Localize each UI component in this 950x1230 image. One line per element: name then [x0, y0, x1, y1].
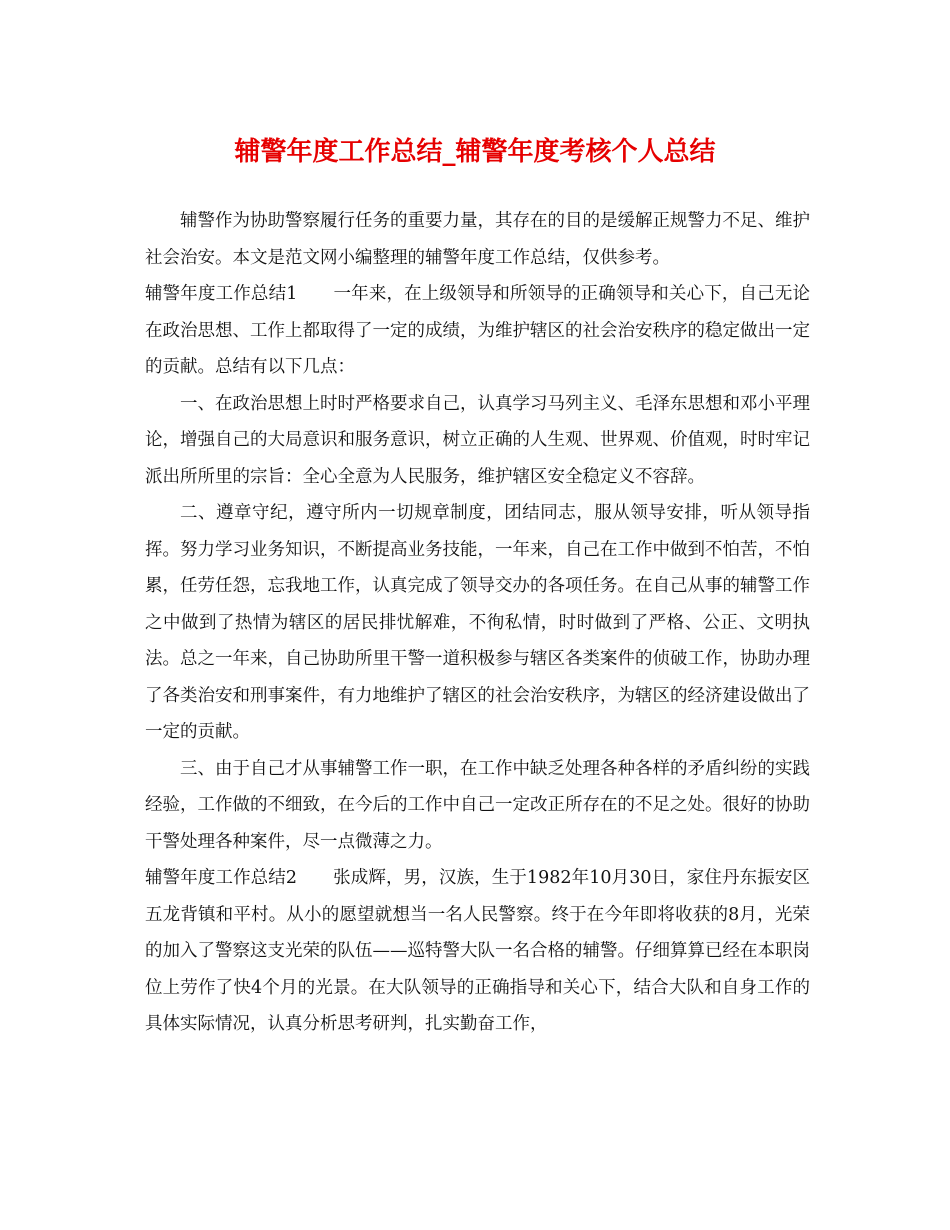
section1-point-2: 二、遵章守纪，遵守所内一切规章制度，团结同志，服从领导安排，听从领导指挥。努力学习业务知识，不断提高业务技能，一年来，自己在工作中做到不怕苦，不怕累，任劳任怨，忘我地工作，认真完成了领导交办的各项任务。在自己从事的辅警工作之中做到了热情为辖区的居民排忧解难，不徇私情，时时做到了严格、公正、文明执法。总之一年来，自己协助所里干警一道积极参与辖区各类案件的侦破工作，协助办理了各类治安和刑事案件，有力地维护了辖区的社会治安秩序，为辖区的经济建设做出了一定的贡献。 — [145, 503, 810, 742]
intro-paragraph: 辅警作为协助警察履行任务的重要力量，其存在的目的是缓解正规警力不足、维护社会治安。本文是范文网小编整理的辅警年度工作总结，仅供参考。 — [145, 211, 810, 268]
document-body — [145, 203, 810, 1043]
section1-lead: 一年来，在上级领导和所领导的正确领导和关心下，自己无论在政治思想、工作上都取得了一定的成绩，为维护辖区的社会治安秩序的稳定做出一定的贡献。总结有以下几点： — [145, 284, 810, 377]
section1-point-1: 一、在政治思想上时时严格要求自己，认真学习马列主义、毛泽东思想和邓小平理论，增强自己的大局意识和服务意识，树立正确的人生观、世界观、价值观，时时牢记派出所所里的宗旨：全心全意为人民服务，维护辖区安全稳定义不容辞。 — [145, 393, 810, 487]
section2-lead-paragraph — [145, 860, 810, 1043]
section2-heading: 辅警年度工作总结2 — [145, 868, 298, 888]
section2-lead: 张成辉，男，汉族，生于1982年10月30日，家住丹东振安区五龙背镇和平村。从小的愿望就想当一名人民警察。终于在今年即将收获的8月，光荣的加入了警察这支光荣的队伍——巡特警大队一名合格的辅警。仔细算算已经在本职岗位上劳作了快4个月的光景。在大队领导的正确指导和关心下，结合大队和自身工作的具体实际情况，认真分析思考研判，扎实勤奋工作， — [145, 868, 810, 1034]
section1-heading: 辅警年度工作总结1 — [145, 284, 298, 304]
section1-point-3: 三、由于自己才从事辅警工作一职，在工作中缺乏处理各种各样的矛盾纠纷的实践经验，工作做的不细致，在今后的工作中自己一定改正所存在的不足之处。很好的协助干警处理各种案件，尽一点微薄之力。 — [145, 758, 810, 852]
document-title: 辅警年度工作总结_辅警年度考核个人总结 — [234, 137, 716, 167]
section1-lead-paragraph — [145, 276, 810, 386]
